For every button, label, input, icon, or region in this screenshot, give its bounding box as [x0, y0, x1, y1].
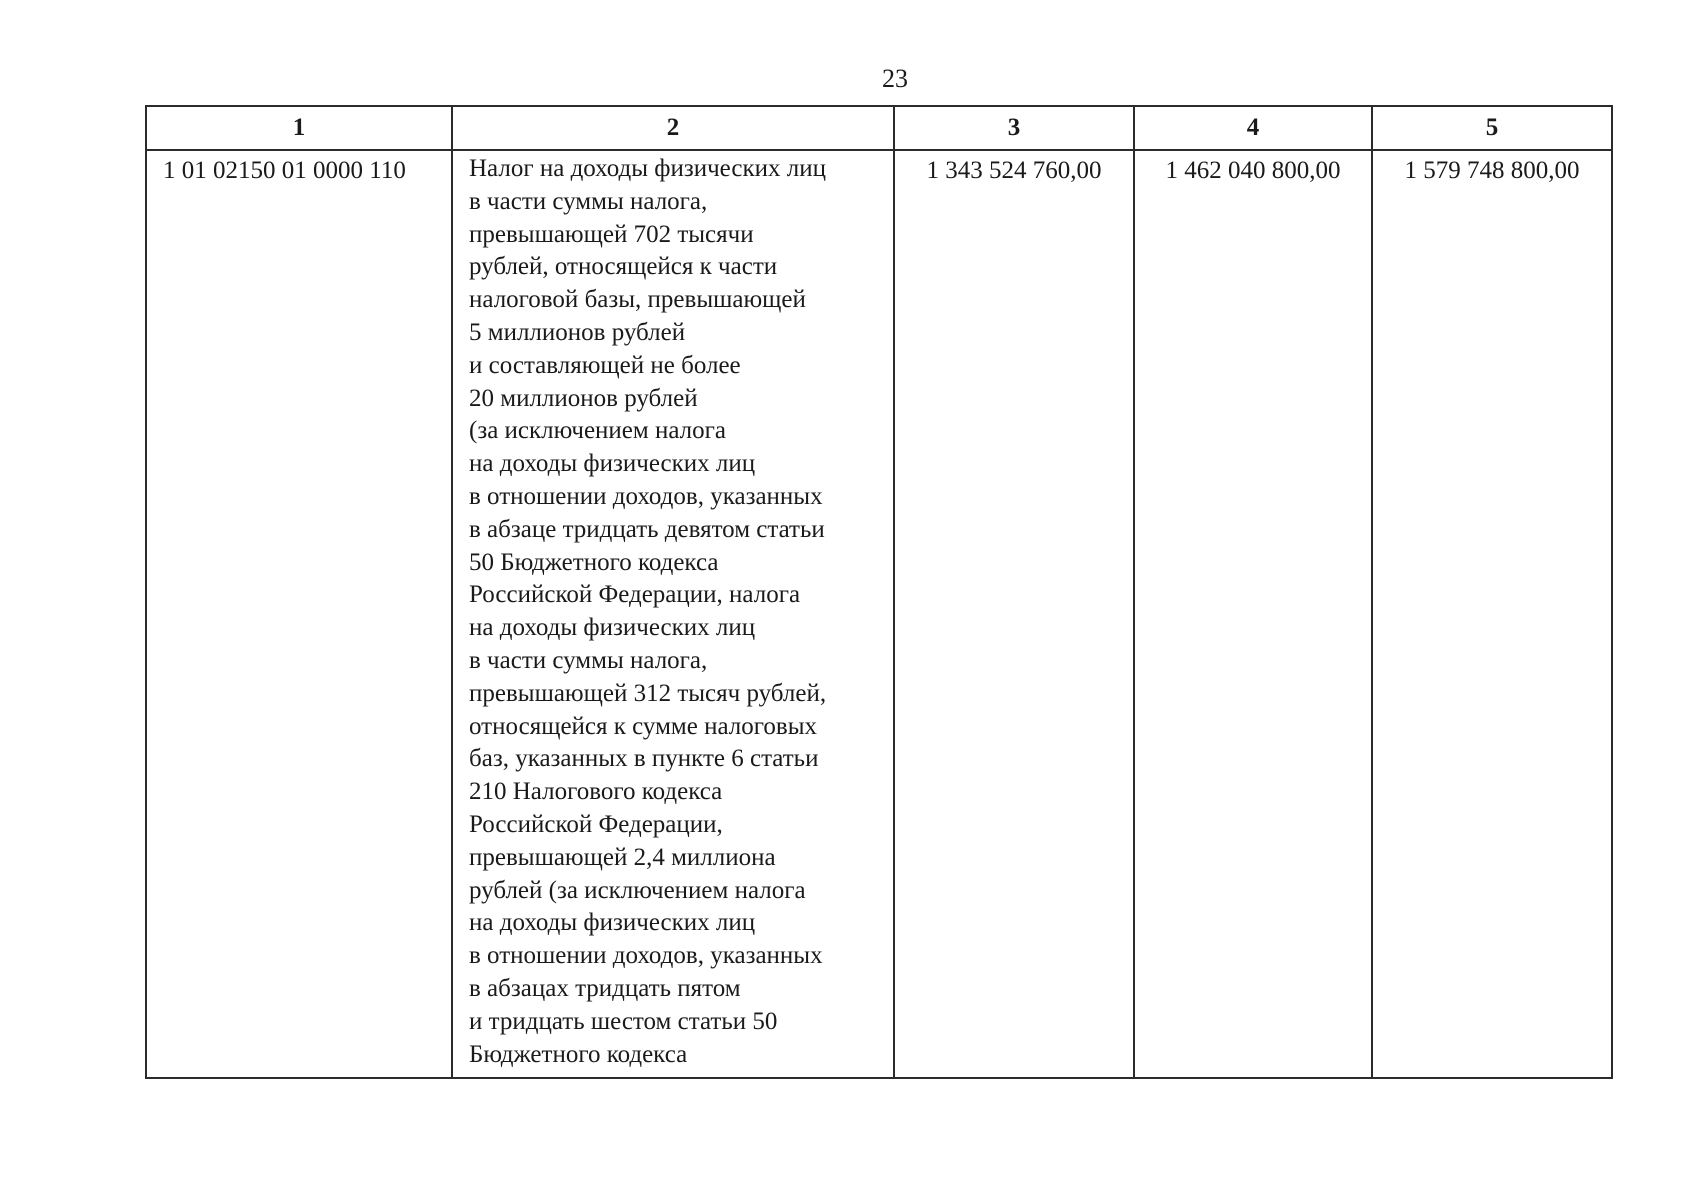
description-line: баз, указанных в пункте 6 статьи	[469, 745, 819, 773]
description-line: Бюджетного кодекса	[469, 1040, 688, 1068]
column-header-2: 2	[452, 106, 894, 150]
description-line: рублей, относящейся к части	[469, 253, 778, 281]
description-line: в части суммы налога,	[469, 646, 708, 674]
description-line: Российской Федерации,	[469, 810, 723, 838]
description-line: относящейся к сумме налоговых	[469, 712, 817, 740]
description-line: на доходы физических лиц	[469, 614, 756, 642]
description-line: 20 миллионов рублей	[469, 384, 698, 412]
header-row	[146, 106, 1612, 150]
description-line: в отношении доходов, указанных	[469, 942, 823, 970]
description-line: Российской Федерации, налога	[469, 581, 801, 609]
column-header-4: 4	[1134, 106, 1372, 150]
budget-table	[145, 105, 1613, 1079]
table-row	[146, 150, 1612, 1078]
description-line: налоговой базы, превышающей	[469, 286, 806, 314]
column-header-1: 1	[146, 106, 452, 150]
description-line: рублей (за исключением налога	[469, 876, 806, 904]
description-line: превышающей 2,4 миллиона	[469, 843, 776, 871]
amount-column-4: 1 462 040 800,00	[1134, 150, 1372, 1078]
column-header-5: 5	[1372, 106, 1612, 150]
description-line: 50 Бюджетного кодекса	[469, 548, 719, 576]
description-line: и тридцать шестом статьи 50	[469, 1007, 778, 1035]
description-line: в абзацах тридцать пятом	[469, 974, 741, 1002]
description-line: Налог на доходы физических лиц	[469, 155, 826, 182]
description-line: в отношении доходов, указанных	[469, 482, 823, 510]
amount-column-3: 1 343 524 760,00	[894, 150, 1134, 1078]
column-header-3: 3	[894, 106, 1134, 150]
description-line: в абзаце тридцать девятом статьи	[469, 515, 825, 543]
description-line: на доходы физических лиц	[469, 450, 756, 478]
revenue-description	[452, 150, 894, 1078]
description-line: на доходы физических лиц	[469, 909, 756, 937]
amount-column-5: 1 579 748 800,00	[1372, 150, 1612, 1078]
description-line: 210 Налогового кодекса	[469, 778, 723, 806]
description-line: превышающей 702 тысячи	[469, 220, 754, 248]
description-line: в части суммы налога,	[469, 187, 708, 215]
description-line: (за исключением налога	[469, 417, 726, 445]
description-line: превышающей 312 тысяч рублей,	[469, 679, 827, 707]
description-line: и составляющей не более	[469, 351, 741, 379]
classification-code: 1 01 02150 01 0000 110	[146, 150, 452, 1078]
page-number: 23	[882, 64, 908, 93]
description-line: 5 миллионов рублей	[469, 318, 686, 346]
